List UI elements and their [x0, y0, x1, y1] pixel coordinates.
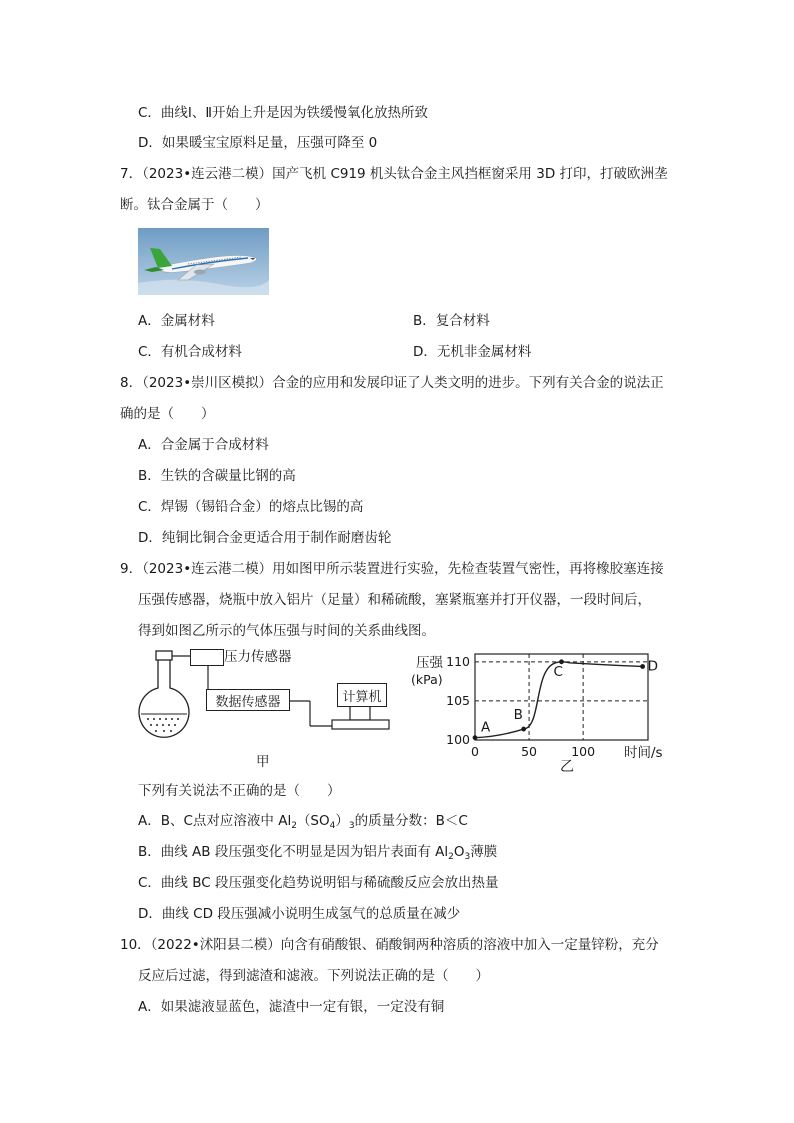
q8-stem-line1: 8．（2023•崇川区模拟）合金的应用和发展印证了人类文明的进步。下列有关合金的说法正: [120, 375, 664, 391]
q10-stem-line1: 10．（2022•沭阳县二模）向含有硝酸银、硝酸铜两种溶质的溶液中加入一定量锌粉，充分: [120, 937, 659, 953]
q9-option-d: D．曲线 CD 段压强减小说明生成氢气的总质量在减少: [138, 906, 461, 922]
figure-yi-caption: 乙: [560, 759, 574, 775]
q6-option-d: D．如果暖宝宝原料足量，压强可降至 0: [138, 135, 378, 151]
q9-option-b: B．曲线 AB 段压强变化不明显是因为铝片表面有 $Al_2O_3$薄膜: [138, 844, 498, 862]
rubber-stopper: [156, 651, 172, 660]
y-tick-label: 110: [446, 653, 470, 669]
pressure-sensor-label: 压力传感器: [224, 649, 292, 665]
q8-option-d: D．纯铜比铜合金更适合用于制作耐磨齿轮: [138, 530, 392, 546]
data-sensor-box: 数据传感器: [206, 689, 290, 711]
q10-option-a: A．如果滤液显蓝色，滤渣中一定有银，一定没有铜: [138, 999, 445, 1015]
data-point-B: [521, 727, 526, 732]
q9-question: 下列有关说法不正确的是（ ）: [138, 783, 341, 799]
y-axis-unit: (kPa): [411, 672, 443, 687]
q8-option-c: C．焊锡（锡铅合金）的熔点比锡的高: [138, 499, 364, 515]
point-label-A: A: [481, 719, 491, 736]
x-tick-label: 0: [471, 744, 479, 759]
q7-option-a: A．金属材料: [138, 313, 215, 329]
q9-option-a: A．B、C点对应溶液中 $Al_2(SO_4)_3$的质量分数：B＜C: [138, 813, 468, 831]
point-label-C: C: [553, 663, 563, 680]
x-tick-label: 50: [521, 744, 538, 759]
q7-option-d: D．无机非金属材料: [413, 344, 532, 360]
computer-box: 计算机: [337, 683, 387, 707]
q7-stem-line2: 断。钛合金属于（ ）: [120, 197, 269, 213]
q7-stem-line1: 7．（2023•连云港二模）国产飞机 C919 机头钛合金主风挡框窗采用 3D 打印，打破欧洲垄: [120, 166, 668, 182]
figure-jia-caption: 甲: [256, 754, 270, 770]
y-tick-label: 100: [446, 732, 470, 747]
acid-solution: [147, 718, 179, 732]
data-point-D: [640, 664, 645, 669]
q6-option-c: C．曲线Ⅰ、Ⅱ开始上升是因为铁缓慢氧化放热所致: [138, 105, 429, 121]
computer-stand: [350, 706, 370, 720]
point-label-D: D: [647, 658, 658, 675]
q8-option-b: B．生铁的含碳量比钢的高: [138, 468, 296, 484]
data-point-A: [473, 735, 478, 740]
computer-base: [332, 720, 389, 729]
q9-stem-line1: 9．（2023•连云港二模）用如图甲所示装置进行实验，先检查装置气密性，再将橡胶塞连接: [120, 561, 664, 577]
pressure-sensor-box: [190, 649, 224, 666]
y-axis-label: 压强: [416, 655, 443, 671]
x-tick-label: 100: [571, 744, 596, 759]
q8-option-a: A．合金属于合成材料: [138, 437, 269, 453]
point-label-B: B: [513, 707, 523, 724]
q10-stem-line2: 反应后过滤，得到滤渣和滤液。下列说法正确的是（ ）: [138, 968, 489, 984]
q9-stem-line2: 压强传感器，烧瓶中放入铝片（足量）和稀硫酸，塞紧瓶塞并打开仪器，一段时间后，: [138, 592, 651, 608]
q8-stem-line2: 确的是（ ）: [120, 406, 215, 422]
x-axis-label: 时间/s: [624, 745, 663, 761]
q7-option-c: C．有机合成材料: [138, 344, 242, 360]
y-tick-label: 105: [446, 692, 470, 708]
q7-option-b: B．复合材料: [413, 313, 490, 329]
q9-option-c: C．曲线 BC 段压强变化趋势说明铝与稀硫酸反应会放出热量: [138, 875, 499, 891]
q9-stem-line3: 得到如图乙所示的气体压强与时间的关系曲线图。: [138, 623, 435, 639]
airplane-photo: [138, 228, 269, 295]
round-flask: [139, 660, 189, 737]
